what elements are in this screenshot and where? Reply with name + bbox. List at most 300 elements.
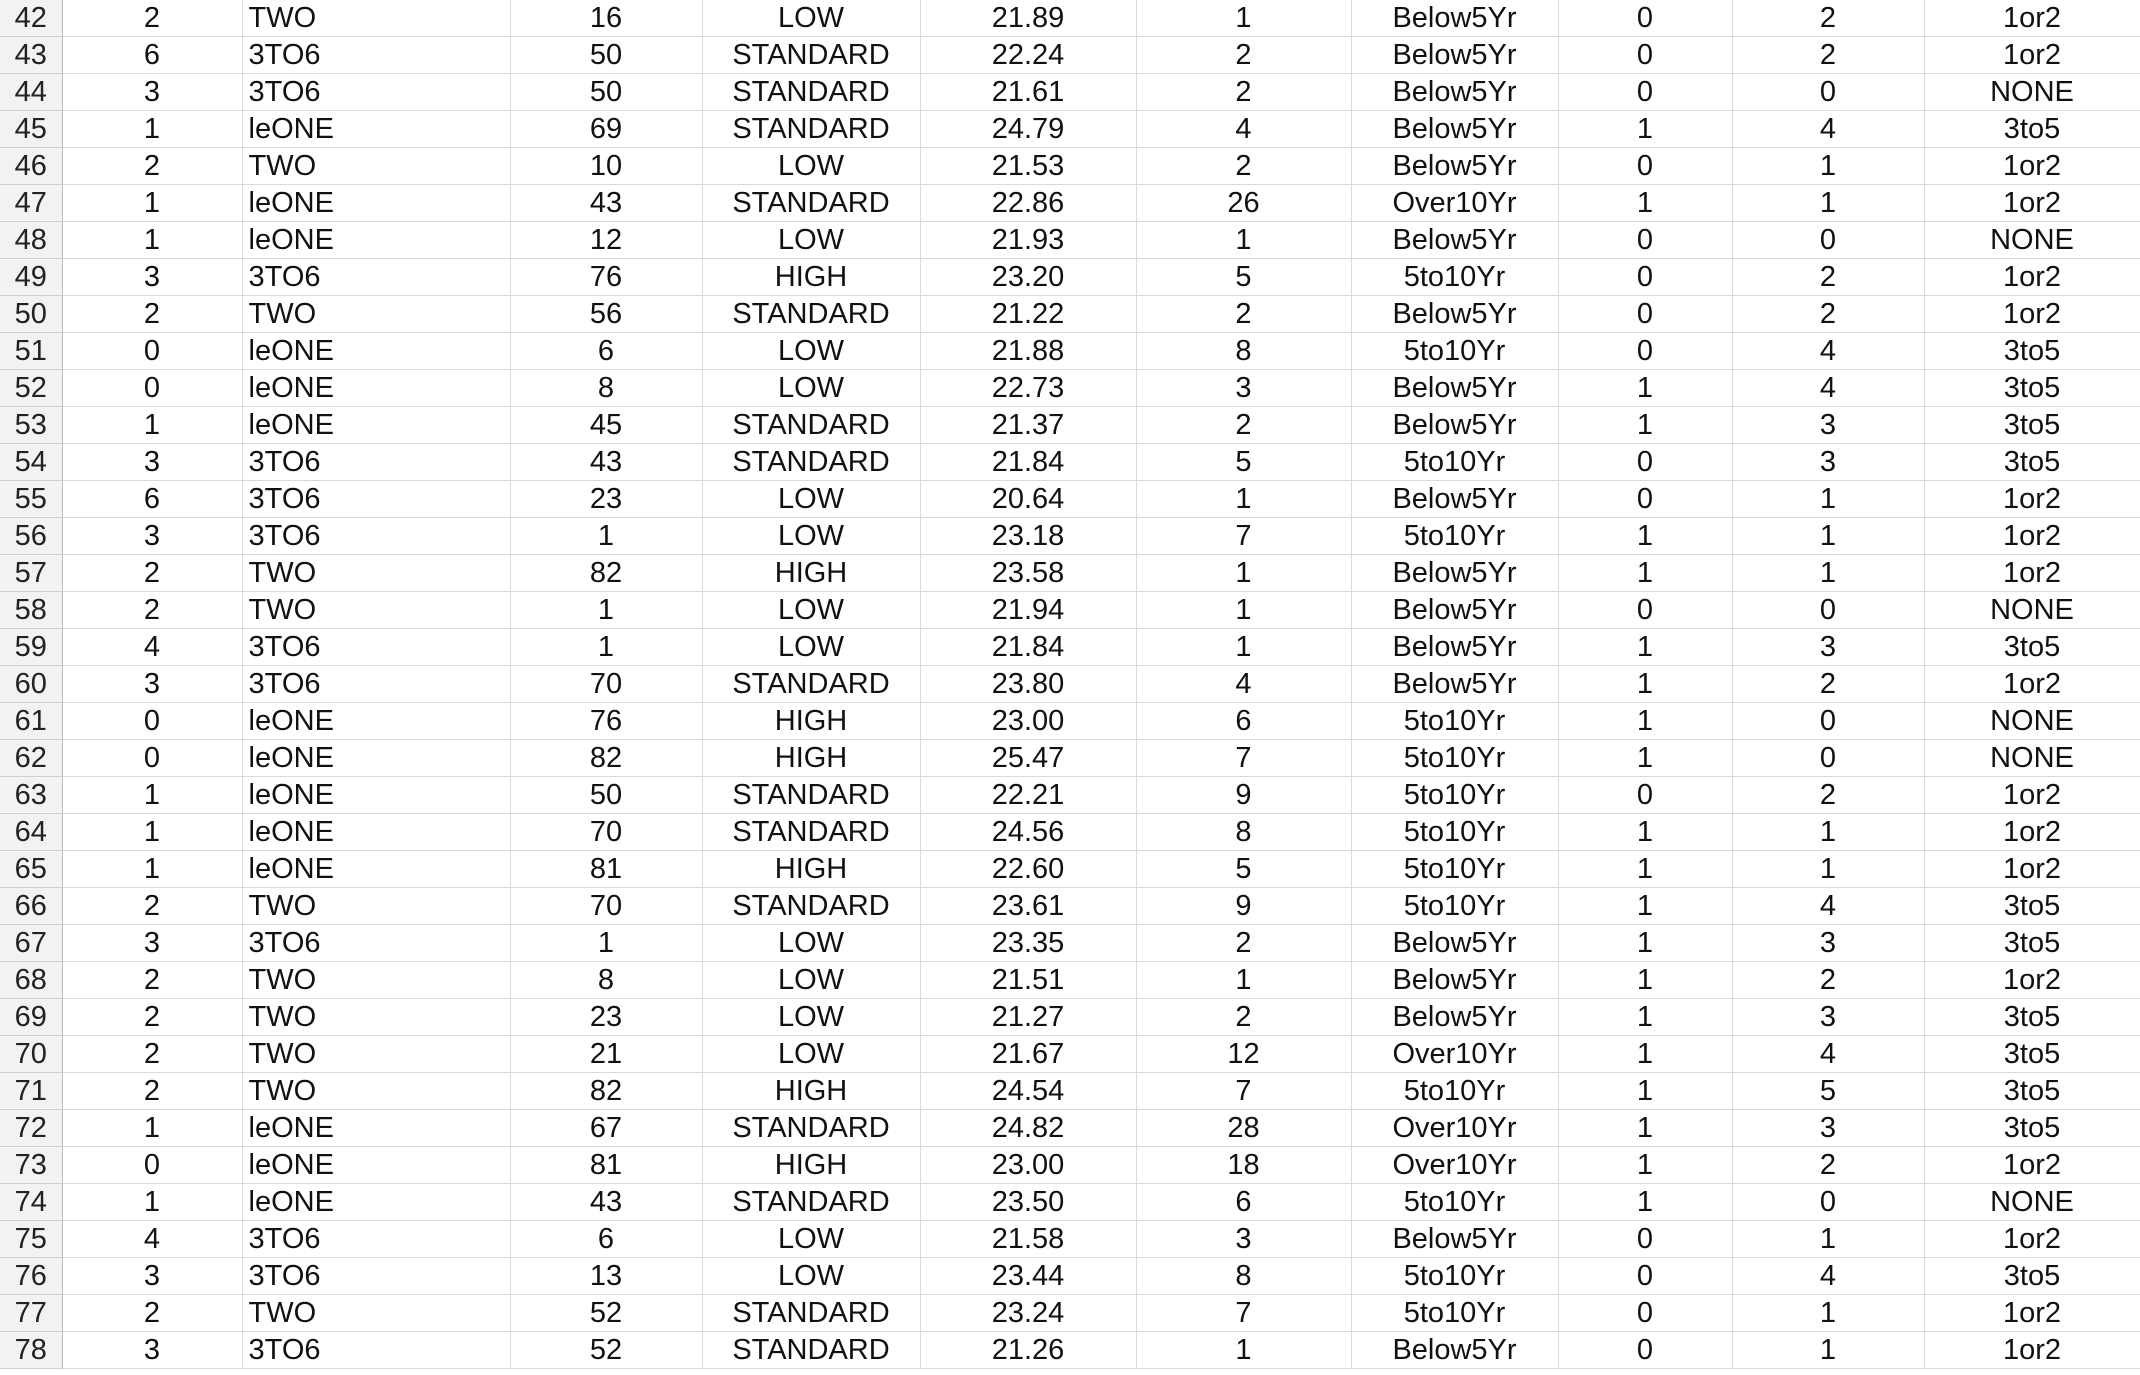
table-cell[interactable]: 1 bbox=[62, 185, 242, 222]
row-header[interactable]: 56 bbox=[0, 518, 62, 555]
table-cell[interactable]: 69 bbox=[510, 111, 702, 148]
table-cell[interactable]: 3 bbox=[62, 666, 242, 703]
table-cell[interactable]: 3TO6 bbox=[242, 666, 510, 703]
table-cell[interactable]: 3to5 bbox=[1924, 444, 2140, 481]
table-cell[interactable]: 1 bbox=[1558, 555, 1732, 592]
table-cell[interactable]: 0 bbox=[1558, 74, 1732, 111]
table-cell[interactable]: 1or2 bbox=[1924, 666, 2140, 703]
row-header[interactable]: 49 bbox=[0, 259, 62, 296]
row-header[interactable]: 66 bbox=[0, 888, 62, 925]
table-cell[interactable]: 0 bbox=[1558, 148, 1732, 185]
table-cell[interactable]: STANDARD bbox=[702, 777, 920, 814]
table-cell[interactable]: 21.61 bbox=[920, 74, 1136, 111]
table-cell[interactable]: 1or2 bbox=[1924, 481, 2140, 518]
table-cell[interactable]: 2 bbox=[1732, 37, 1924, 74]
table-cell[interactable]: 1or2 bbox=[1924, 296, 2140, 333]
row-header[interactable]: 43 bbox=[0, 37, 62, 74]
table-cell[interactable]: 3to5 bbox=[1924, 1036, 2140, 1073]
table-cell[interactable]: 52 bbox=[510, 1295, 702, 1332]
table-cell[interactable]: 5to10Yr bbox=[1351, 888, 1558, 925]
table-cell[interactable]: leONE bbox=[242, 407, 510, 444]
table-cell[interactable]: 12 bbox=[510, 222, 702, 259]
table-cell[interactable]: 1 bbox=[1136, 629, 1351, 666]
table-cell[interactable]: 28 bbox=[1136, 1110, 1351, 1147]
table-cell[interactable]: STANDARD bbox=[702, 185, 920, 222]
table-cell[interactable]: Below5Yr bbox=[1351, 925, 1558, 962]
table-cell[interactable]: HIGH bbox=[702, 851, 920, 888]
table-cell[interactable]: 2 bbox=[1136, 148, 1351, 185]
table-cell[interactable]: 16 bbox=[510, 0, 702, 37]
table-cell[interactable]: leONE bbox=[242, 1110, 510, 1147]
table-cell[interactable]: 1 bbox=[1558, 518, 1732, 555]
table-cell[interactable]: 2 bbox=[62, 0, 242, 37]
table-cell[interactable]: 1 bbox=[62, 1184, 242, 1221]
table-cell[interactable]: 52 bbox=[510, 1332, 702, 1369]
table-cell[interactable]: 1 bbox=[1558, 370, 1732, 407]
table-cell[interactable]: 3to5 bbox=[1924, 1258, 2140, 1295]
table-cell[interactable]: Below5Yr bbox=[1351, 1221, 1558, 1258]
table-cell[interactable]: leONE bbox=[242, 851, 510, 888]
table-cell[interactable]: 8 bbox=[1136, 333, 1351, 370]
table-cell[interactable]: LOW bbox=[702, 222, 920, 259]
table-cell[interactable]: 1or2 bbox=[1924, 777, 2140, 814]
table-cell[interactable]: 5to10Yr bbox=[1351, 518, 1558, 555]
table-cell[interactable]: 21.84 bbox=[920, 629, 1136, 666]
table-cell[interactable]: 43 bbox=[510, 185, 702, 222]
table-cell[interactable]: 0 bbox=[62, 740, 242, 777]
table-cell[interactable]: 70 bbox=[510, 666, 702, 703]
row-header[interactable]: 77 bbox=[0, 1295, 62, 1332]
row-header[interactable]: 67 bbox=[0, 925, 62, 962]
table-cell[interactable]: 3 bbox=[1732, 407, 1924, 444]
row-header[interactable]: 63 bbox=[0, 777, 62, 814]
table-cell[interactable]: 21.22 bbox=[920, 296, 1136, 333]
table-cell[interactable]: HIGH bbox=[702, 1147, 920, 1184]
table-cell[interactable]: 1 bbox=[1558, 851, 1732, 888]
table-cell[interactable]: 4 bbox=[1732, 888, 1924, 925]
table-cell[interactable]: 13 bbox=[510, 1258, 702, 1295]
row-header[interactable]: 47 bbox=[0, 185, 62, 222]
table-cell[interactable]: 3 bbox=[62, 259, 242, 296]
table-cell[interactable]: TWO bbox=[242, 555, 510, 592]
table-cell[interactable]: 2 bbox=[62, 148, 242, 185]
table-cell[interactable]: Over10Yr bbox=[1351, 185, 1558, 222]
table-cell[interactable]: 0 bbox=[1558, 0, 1732, 37]
table-cell[interactable]: 6 bbox=[510, 333, 702, 370]
table-cell[interactable]: 43 bbox=[510, 1184, 702, 1221]
table-cell[interactable]: 5to10Yr bbox=[1351, 703, 1558, 740]
table-cell[interactable]: Below5Yr bbox=[1351, 111, 1558, 148]
row-header[interactable]: 74 bbox=[0, 1184, 62, 1221]
table-cell[interactable]: 7 bbox=[1136, 1073, 1351, 1110]
table-cell[interactable]: Below5Yr bbox=[1351, 592, 1558, 629]
table-cell[interactable]: 21.94 bbox=[920, 592, 1136, 629]
table-cell[interactable]: 9 bbox=[1136, 888, 1351, 925]
row-header[interactable]: 73 bbox=[0, 1147, 62, 1184]
table-cell[interactable]: 0 bbox=[1558, 481, 1732, 518]
table-cell[interactable]: 21.93 bbox=[920, 222, 1136, 259]
table-cell[interactable]: TWO bbox=[242, 999, 510, 1036]
table-cell[interactable]: 2 bbox=[1732, 962, 1924, 999]
table-cell[interactable]: 1 bbox=[62, 1110, 242, 1147]
table-cell[interactable]: LOW bbox=[702, 481, 920, 518]
table-cell[interactable]: 3TO6 bbox=[242, 444, 510, 481]
table-cell[interactable]: 21.58 bbox=[920, 1221, 1136, 1258]
table-cell[interactable]: Below5Yr bbox=[1351, 296, 1558, 333]
row-header[interactable]: 76 bbox=[0, 1258, 62, 1295]
table-cell[interactable]: 6 bbox=[1136, 703, 1351, 740]
table-cell[interactable]: 1 bbox=[1136, 0, 1351, 37]
table-cell[interactable]: 21.88 bbox=[920, 333, 1136, 370]
table-cell[interactable]: 3 bbox=[1732, 629, 1924, 666]
table-cell[interactable]: 1 bbox=[1558, 1036, 1732, 1073]
table-cell[interactable]: NONE bbox=[1924, 222, 2140, 259]
table-cell[interactable]: 0 bbox=[1558, 37, 1732, 74]
table-cell[interactable]: TWO bbox=[242, 0, 510, 37]
table-cell[interactable]: 0 bbox=[1558, 1221, 1732, 1258]
table-cell[interactable]: 81 bbox=[510, 851, 702, 888]
table-cell[interactable]: leONE bbox=[242, 703, 510, 740]
table-cell[interactable]: 2 bbox=[62, 962, 242, 999]
table-cell[interactable]: 24.82 bbox=[920, 1110, 1136, 1147]
table-cell[interactable]: LOW bbox=[702, 629, 920, 666]
table-cell[interactable]: 23.00 bbox=[920, 703, 1136, 740]
table-cell[interactable]: STANDARD bbox=[702, 74, 920, 111]
table-cell[interactable]: 0 bbox=[1558, 777, 1732, 814]
table-cell[interactable]: 1 bbox=[1732, 1332, 1924, 1369]
table-cell[interactable]: 21.53 bbox=[920, 148, 1136, 185]
table-cell[interactable]: 0 bbox=[62, 1147, 242, 1184]
table-cell[interactable]: 0 bbox=[1558, 333, 1732, 370]
table-cell[interactable]: 3to5 bbox=[1924, 629, 2140, 666]
row-header[interactable]: 58 bbox=[0, 592, 62, 629]
table-cell[interactable]: 24.56 bbox=[920, 814, 1136, 851]
table-cell[interactable]: TWO bbox=[242, 1036, 510, 1073]
table-cell[interactable]: 1or2 bbox=[1924, 814, 2140, 851]
row-header[interactable]: 48 bbox=[0, 222, 62, 259]
table-cell[interactable]: 1 bbox=[1136, 592, 1351, 629]
table-cell[interactable]: 2 bbox=[62, 1295, 242, 1332]
table-cell[interactable]: 76 bbox=[510, 703, 702, 740]
table-cell[interactable]: 6 bbox=[62, 37, 242, 74]
table-cell[interactable]: 1 bbox=[1558, 703, 1732, 740]
table-cell[interactable]: 1 bbox=[510, 925, 702, 962]
table-cell[interactable]: 0 bbox=[1558, 444, 1732, 481]
table-cell[interactable]: 21.26 bbox=[920, 1332, 1136, 1369]
table-cell[interactable]: 2 bbox=[1136, 74, 1351, 111]
table-cell[interactable]: 5to10Yr bbox=[1351, 851, 1558, 888]
table-cell[interactable]: 43 bbox=[510, 444, 702, 481]
table-cell[interactable]: 23.50 bbox=[920, 1184, 1136, 1221]
table-cell[interactable]: 23.35 bbox=[920, 925, 1136, 962]
table-cell[interactable]: 1 bbox=[1732, 851, 1924, 888]
table-cell[interactable]: 5to10Yr bbox=[1351, 777, 1558, 814]
table-cell[interactable]: 0 bbox=[1558, 1295, 1732, 1332]
table-cell[interactable]: leONE bbox=[242, 185, 510, 222]
table-cell[interactable]: 1or2 bbox=[1924, 962, 2140, 999]
table-cell[interactable]: HIGH bbox=[702, 703, 920, 740]
table-cell[interactable]: HIGH bbox=[702, 555, 920, 592]
table-cell[interactable]: 7 bbox=[1136, 518, 1351, 555]
table-cell[interactable]: 24.79 bbox=[920, 111, 1136, 148]
table-cell[interactable]: 5to10Yr bbox=[1351, 1295, 1558, 1332]
table-cell[interactable]: 1 bbox=[1732, 148, 1924, 185]
table-cell[interactable]: 3to5 bbox=[1924, 370, 2140, 407]
table-cell[interactable]: 0 bbox=[62, 370, 242, 407]
table-cell[interactable]: HIGH bbox=[702, 259, 920, 296]
row-header[interactable]: 44 bbox=[0, 74, 62, 111]
table-cell[interactable]: Below5Yr bbox=[1351, 407, 1558, 444]
table-cell[interactable]: 3to5 bbox=[1924, 888, 2140, 925]
table-cell[interactable]: 1 bbox=[510, 629, 702, 666]
table-cell[interactable]: 23.24 bbox=[920, 1295, 1136, 1332]
table-cell[interactable]: STANDARD bbox=[702, 444, 920, 481]
row-header[interactable]: 51 bbox=[0, 333, 62, 370]
table-cell[interactable]: 2 bbox=[62, 592, 242, 629]
table-cell[interactable]: 5to10Yr bbox=[1351, 814, 1558, 851]
table-cell[interactable]: 1 bbox=[1558, 1184, 1732, 1221]
table-cell[interactable]: STANDARD bbox=[702, 111, 920, 148]
table-cell[interactable]: 0 bbox=[62, 703, 242, 740]
table-cell[interactable]: 5 bbox=[1136, 259, 1351, 296]
table-cell[interactable]: 21 bbox=[510, 1036, 702, 1073]
table-cell[interactable]: 3to5 bbox=[1924, 333, 2140, 370]
table-cell[interactable]: LOW bbox=[702, 1258, 920, 1295]
table-cell[interactable]: leONE bbox=[242, 111, 510, 148]
table-cell[interactable]: 3TO6 bbox=[242, 629, 510, 666]
table-cell[interactable]: 1or2 bbox=[1924, 1295, 2140, 1332]
table-cell[interactable]: 12 bbox=[1136, 1036, 1351, 1073]
table-cell[interactable]: 23.44 bbox=[920, 1258, 1136, 1295]
table-cell[interactable]: 6 bbox=[510, 1221, 702, 1258]
row-header[interactable]: 68 bbox=[0, 962, 62, 999]
table-cell[interactable]: 2 bbox=[62, 1073, 242, 1110]
table-cell[interactable]: 50 bbox=[510, 37, 702, 74]
table-cell[interactable]: LOW bbox=[702, 999, 920, 1036]
table-cell[interactable]: leONE bbox=[242, 370, 510, 407]
table-cell[interactable]: 1 bbox=[1558, 1147, 1732, 1184]
table-cell[interactable]: 3 bbox=[1136, 370, 1351, 407]
table-cell[interactable]: LOW bbox=[702, 962, 920, 999]
row-header[interactable]: 54 bbox=[0, 444, 62, 481]
table-cell[interactable]: 1 bbox=[1558, 1073, 1732, 1110]
table-cell[interactable]: 23 bbox=[510, 999, 702, 1036]
table-cell[interactable]: 21.27 bbox=[920, 999, 1136, 1036]
table-cell[interactable]: 1 bbox=[1558, 407, 1732, 444]
row-header[interactable]: 60 bbox=[0, 666, 62, 703]
row-header[interactable]: 59 bbox=[0, 629, 62, 666]
table-cell[interactable]: 1 bbox=[1558, 111, 1732, 148]
table-cell[interactable]: STANDARD bbox=[702, 1332, 920, 1369]
table-cell[interactable]: 50 bbox=[510, 777, 702, 814]
table-cell[interactable]: 1or2 bbox=[1924, 1332, 2140, 1369]
table-cell[interactable]: LOW bbox=[702, 1036, 920, 1073]
table-cell[interactable]: 2 bbox=[1136, 296, 1351, 333]
table-cell[interactable]: 2 bbox=[1732, 296, 1924, 333]
table-cell[interactable]: 22.86 bbox=[920, 185, 1136, 222]
table-cell[interactable]: 4 bbox=[1732, 370, 1924, 407]
table-cell[interactable]: 3to5 bbox=[1924, 1073, 2140, 1110]
table-cell[interactable]: 22.24 bbox=[920, 37, 1136, 74]
table-cell[interactable]: 3 bbox=[1136, 1221, 1351, 1258]
table-cell[interactable]: 3TO6 bbox=[242, 37, 510, 74]
row-header[interactable]: 52 bbox=[0, 370, 62, 407]
table-cell[interactable]: NONE bbox=[1924, 592, 2140, 629]
table-cell[interactable]: 0 bbox=[1558, 296, 1732, 333]
table-cell[interactable]: 1 bbox=[1558, 1110, 1732, 1147]
row-header[interactable]: 62 bbox=[0, 740, 62, 777]
table-cell[interactable]: 0 bbox=[1558, 592, 1732, 629]
table-cell[interactable]: 21.84 bbox=[920, 444, 1136, 481]
table-cell[interactable]: Over10Yr bbox=[1351, 1147, 1558, 1184]
table-cell[interactable]: 45 bbox=[510, 407, 702, 444]
table-cell[interactable]: 0 bbox=[1558, 1332, 1732, 1369]
table-cell[interactable]: STANDARD bbox=[702, 1184, 920, 1221]
table-cell[interactable]: 1 bbox=[1732, 555, 1924, 592]
table-cell[interactable]: 1 bbox=[510, 518, 702, 555]
table-cell[interactable]: 9 bbox=[1136, 777, 1351, 814]
table-cell[interactable]: TWO bbox=[242, 1295, 510, 1332]
table-cell[interactable]: leONE bbox=[242, 222, 510, 259]
table-cell[interactable]: Below5Yr bbox=[1351, 370, 1558, 407]
table-cell[interactable]: 22.60 bbox=[920, 851, 1136, 888]
table-cell[interactable]: 2 bbox=[1136, 999, 1351, 1036]
table-cell[interactable]: 8 bbox=[1136, 814, 1351, 851]
table-cell[interactable]: leONE bbox=[242, 814, 510, 851]
table-cell[interactable]: Below5Yr bbox=[1351, 222, 1558, 259]
table-cell[interactable]: 2 bbox=[62, 888, 242, 925]
table-cell[interactable]: 1 bbox=[1136, 1332, 1351, 1369]
row-header[interactable]: 69 bbox=[0, 999, 62, 1036]
table-cell[interactable]: 3TO6 bbox=[242, 518, 510, 555]
table-cell[interactable]: 2 bbox=[1732, 0, 1924, 37]
table-cell[interactable]: 2 bbox=[1732, 259, 1924, 296]
table-cell[interactable]: 23.80 bbox=[920, 666, 1136, 703]
table-cell[interactable]: 4 bbox=[1136, 111, 1351, 148]
table-cell[interactable]: 22.73 bbox=[920, 370, 1136, 407]
table-cell[interactable]: 3TO6 bbox=[242, 925, 510, 962]
row-header[interactable]: 55 bbox=[0, 481, 62, 518]
table-cell[interactable]: 2 bbox=[62, 296, 242, 333]
table-cell[interactable]: 3 bbox=[62, 444, 242, 481]
table-cell[interactable]: 2 bbox=[1136, 925, 1351, 962]
table-cell[interactable]: 23.61 bbox=[920, 888, 1136, 925]
table-cell[interactable]: 0 bbox=[1732, 703, 1924, 740]
table-cell[interactable]: 23.00 bbox=[920, 1147, 1136, 1184]
table-cell[interactable]: NONE bbox=[1924, 1184, 2140, 1221]
table-cell[interactable]: 3TO6 bbox=[242, 481, 510, 518]
table-cell[interactable]: 5to10Yr bbox=[1351, 444, 1558, 481]
table-cell[interactable]: 0 bbox=[1558, 222, 1732, 259]
table-cell[interactable]: TWO bbox=[242, 888, 510, 925]
table-cell[interactable]: 2 bbox=[62, 1036, 242, 1073]
row-header[interactable]: 45 bbox=[0, 111, 62, 148]
table-cell[interactable]: 1 bbox=[62, 851, 242, 888]
table-cell[interactable]: LOW bbox=[702, 592, 920, 629]
table-cell[interactable]: 6 bbox=[62, 481, 242, 518]
table-cell[interactable]: 1 bbox=[1136, 555, 1351, 592]
table-cell[interactable]: 5to10Yr bbox=[1351, 1258, 1558, 1295]
table-cell[interactable]: 0 bbox=[1732, 74, 1924, 111]
table-cell[interactable]: 2 bbox=[1732, 1147, 1924, 1184]
table-cell[interactable]: leONE bbox=[242, 333, 510, 370]
table-cell[interactable]: 3 bbox=[62, 1332, 242, 1369]
table-cell[interactable]: 1or2 bbox=[1924, 1221, 2140, 1258]
table-cell[interactable]: 7 bbox=[1136, 740, 1351, 777]
table-cell[interactable]: STANDARD bbox=[702, 666, 920, 703]
table-cell[interactable]: NONE bbox=[1924, 740, 2140, 777]
row-header[interactable]: 71 bbox=[0, 1073, 62, 1110]
table-cell[interactable]: 1 bbox=[62, 777, 242, 814]
table-cell[interactable]: STANDARD bbox=[702, 814, 920, 851]
table-cell[interactable]: 3TO6 bbox=[242, 1332, 510, 1369]
table-cell[interactable]: 3TO6 bbox=[242, 74, 510, 111]
table-cell[interactable]: 5to10Yr bbox=[1351, 1073, 1558, 1110]
table-cell[interactable]: Below5Yr bbox=[1351, 148, 1558, 185]
table-cell[interactable]: leONE bbox=[242, 1147, 510, 1184]
table-cell[interactable]: 1or2 bbox=[1924, 518, 2140, 555]
table-cell[interactable]: 1or2 bbox=[1924, 259, 2140, 296]
table-cell[interactable]: 81 bbox=[510, 1147, 702, 1184]
table-cell[interactable]: Below5Yr bbox=[1351, 629, 1558, 666]
table-cell[interactable]: 4 bbox=[1136, 666, 1351, 703]
table-cell[interactable]: 1 bbox=[1558, 962, 1732, 999]
row-header[interactable]: 46 bbox=[0, 148, 62, 185]
table-cell[interactable]: 1 bbox=[1732, 481, 1924, 518]
table-cell[interactable]: 1 bbox=[1136, 962, 1351, 999]
table-cell[interactable]: 3 bbox=[62, 925, 242, 962]
table-cell[interactable]: 2 bbox=[1136, 407, 1351, 444]
table-cell[interactable]: 21.51 bbox=[920, 962, 1136, 999]
table-cell[interactable]: 4 bbox=[62, 1221, 242, 1258]
table-cell[interactable]: 3to5 bbox=[1924, 999, 2140, 1036]
table-cell[interactable]: 2 bbox=[62, 555, 242, 592]
table-cell[interactable]: Below5Yr bbox=[1351, 37, 1558, 74]
row-header[interactable]: 65 bbox=[0, 851, 62, 888]
table-cell[interactable]: Over10Yr bbox=[1351, 1036, 1558, 1073]
table-cell[interactable]: 0 bbox=[62, 333, 242, 370]
table-cell[interactable]: STANDARD bbox=[702, 296, 920, 333]
table-cell[interactable]: 56 bbox=[510, 296, 702, 333]
table-cell[interactable]: 1 bbox=[1732, 185, 1924, 222]
table-cell[interactable]: 20.64 bbox=[920, 481, 1136, 518]
table-cell[interactable]: 1or2 bbox=[1924, 0, 2140, 37]
table-cell[interactable]: STANDARD bbox=[702, 37, 920, 74]
table-cell[interactable]: STANDARD bbox=[702, 1295, 920, 1332]
table-cell[interactable]: 4 bbox=[1732, 111, 1924, 148]
table-cell[interactable]: 2 bbox=[62, 999, 242, 1036]
row-header[interactable]: 53 bbox=[0, 407, 62, 444]
table-cell[interactable]: 1 bbox=[1732, 1295, 1924, 1332]
table-cell[interactable]: LOW bbox=[702, 0, 920, 37]
table-cell[interactable]: 0 bbox=[1732, 222, 1924, 259]
table-cell[interactable]: 1or2 bbox=[1924, 148, 2140, 185]
table-cell[interactable]: 4 bbox=[62, 629, 242, 666]
table-cell[interactable]: Below5Yr bbox=[1351, 1332, 1558, 1369]
table-cell[interactable]: 3to5 bbox=[1924, 925, 2140, 962]
table-cell[interactable]: 23.20 bbox=[920, 259, 1136, 296]
table-cell[interactable]: 3 bbox=[62, 518, 242, 555]
table-cell[interactable]: 5 bbox=[1732, 1073, 1924, 1110]
table-cell[interactable]: Below5Yr bbox=[1351, 666, 1558, 703]
table-cell[interactable]: 1or2 bbox=[1924, 1147, 2140, 1184]
table-cell[interactable]: 3 bbox=[62, 74, 242, 111]
table-cell[interactable]: 0 bbox=[1732, 740, 1924, 777]
table-cell[interactable]: 5 bbox=[1136, 851, 1351, 888]
table-cell[interactable]: Below5Yr bbox=[1351, 999, 1558, 1036]
table-cell[interactable]: 18 bbox=[1136, 1147, 1351, 1184]
table-cell[interactable]: TWO bbox=[242, 296, 510, 333]
